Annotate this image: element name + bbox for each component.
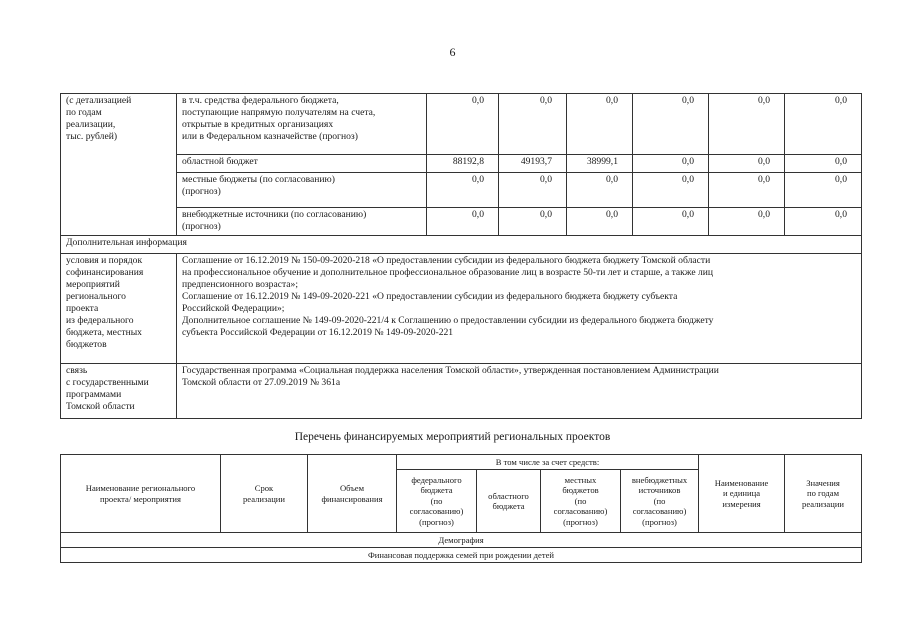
value-cell: 0,0 — [427, 94, 499, 155]
value-cell: 0,0 — [633, 155, 709, 173]
additional-info-row — [61, 236, 862, 254]
header-period: Срок реализации — [221, 455, 308, 533]
funding-source: в т.ч. средства федерального бюджета, поступающие напрямую получателям на счета, открытые в кредитных организациях или в Федеральном казначействе (прогноз) — [177, 94, 427, 155]
value-cell: 0,0 — [785, 173, 862, 208]
cofinancing-label: условия и порядок софинансирования мероприятий регионального проекта из федерального бюджета, местных бюджетов — [61, 254, 177, 364]
value-cell: 0,0 — [499, 94, 567, 155]
funding-row-federal-direct — [61, 94, 862, 155]
header-federal: федерального бюджета (по согласованию) (прогноз) — [397, 470, 477, 533]
funding-source: местные бюджеты (по согласованию) (прогноз) — [177, 173, 427, 208]
value-cell: 0,0 — [785, 94, 862, 155]
value-cell: 0,0 — [499, 208, 567, 236]
cofinancing-text: Соглашение от 16.12.2019 № 150-09-2020-218 «О предоставлении субсидии из федерального бюджета бюджету Томской области на профессиональное обучение и дополнительное профессиональное образование лиц в возрасте 50-ти лет и старше, а также лиц предпенсионного возраста»; Соглашение от 16.12.2019 № 149-09-2020-221 «О предоставлении субсидии из федерального бюджета бюджету субъекта Российской Федерации»; Дополнительное соглашение № 149-09-2020-221/4 к Соглашению о предоставлении субсидии из федерального бюджета бюджету субъекта Российской Федерации от 16.12.2019 № 149-09-2020-221 — [177, 254, 862, 364]
header-local: местных бюджетов (по согласованию) (прогноз) — [541, 470, 621, 533]
state-programs-row — [61, 364, 862, 419]
funding-source: областной бюджет — [177, 155, 427, 173]
group-label: Финансовая поддержка семей при рождении детей — [61, 548, 862, 563]
budget-details-label: (с детализацией по годам реализации, тыс. рублей) — [61, 94, 177, 236]
header-volume: Объем финансирования — [308, 455, 397, 533]
project-funding-table — [60, 93, 862, 419]
header-offbudget: внебюджетных источников (по согласованию) (прогноз) — [621, 470, 699, 533]
funding-row-offbudget — [61, 208, 862, 236]
additional-info-heading: Дополнительная информация — [61, 236, 862, 254]
value-cell: 0,0 — [709, 155, 785, 173]
value-cell: 0,0 — [785, 208, 862, 236]
value-cell: 0,0 — [499, 173, 567, 208]
value-cell: 0,0 — [709, 173, 785, 208]
state-programs-label: связь с государственными программами Томской области — [61, 364, 177, 419]
funding-row-regional — [61, 155, 862, 173]
header-values: Значения по годам реализации — [785, 455, 862, 533]
cofinancing-row — [61, 254, 862, 364]
value-cell: 0,0 — [567, 94, 633, 155]
value-cell: 0,0 — [709, 208, 785, 236]
funding-source: внебюджетные источники (по согласованию) (прогноз) — [177, 208, 427, 236]
funding-row-local — [61, 173, 862, 208]
header-row — [61, 455, 862, 470]
value-cell: 0,0 — [427, 173, 499, 208]
value-cell: 0,0 — [427, 208, 499, 236]
group-row — [61, 533, 862, 548]
header-name: Наименование регионального проекта/ мероприятия — [61, 455, 221, 533]
value-cell: 88192,8 — [427, 155, 499, 173]
value-cell: 0,0 — [633, 208, 709, 236]
header-unit: Наименование и единица измерения — [699, 455, 785, 533]
value-cell: 0,0 — [567, 208, 633, 236]
page-number: 6 — [449, 45, 456, 59]
measures-table — [60, 454, 862, 563]
value-cell: 38999,1 — [567, 155, 633, 173]
state-programs-text: Государственная программа «Социальная поддержка населения Томской области», утвержденная постановлением Администрации Томской области от 27.09.2019 № 361а — [177, 364, 862, 419]
value-cell: 0,0 — [633, 173, 709, 208]
group-row — [61, 548, 862, 563]
section-title: Перечень финансируемых мероприятий региональных проектов — [294, 431, 611, 443]
header-regional: областного бюджета — [477, 470, 541, 533]
group-label: Демография — [61, 533, 862, 548]
value-cell: 49193,7 — [499, 155, 567, 173]
value-cell: 0,0 — [633, 94, 709, 155]
value-cell: 0,0 — [567, 173, 633, 208]
value-cell: 0,0 — [709, 94, 785, 155]
header-including: В том числе за счет средств: — [397, 455, 699, 470]
value-cell: 0,0 — [785, 155, 862, 173]
